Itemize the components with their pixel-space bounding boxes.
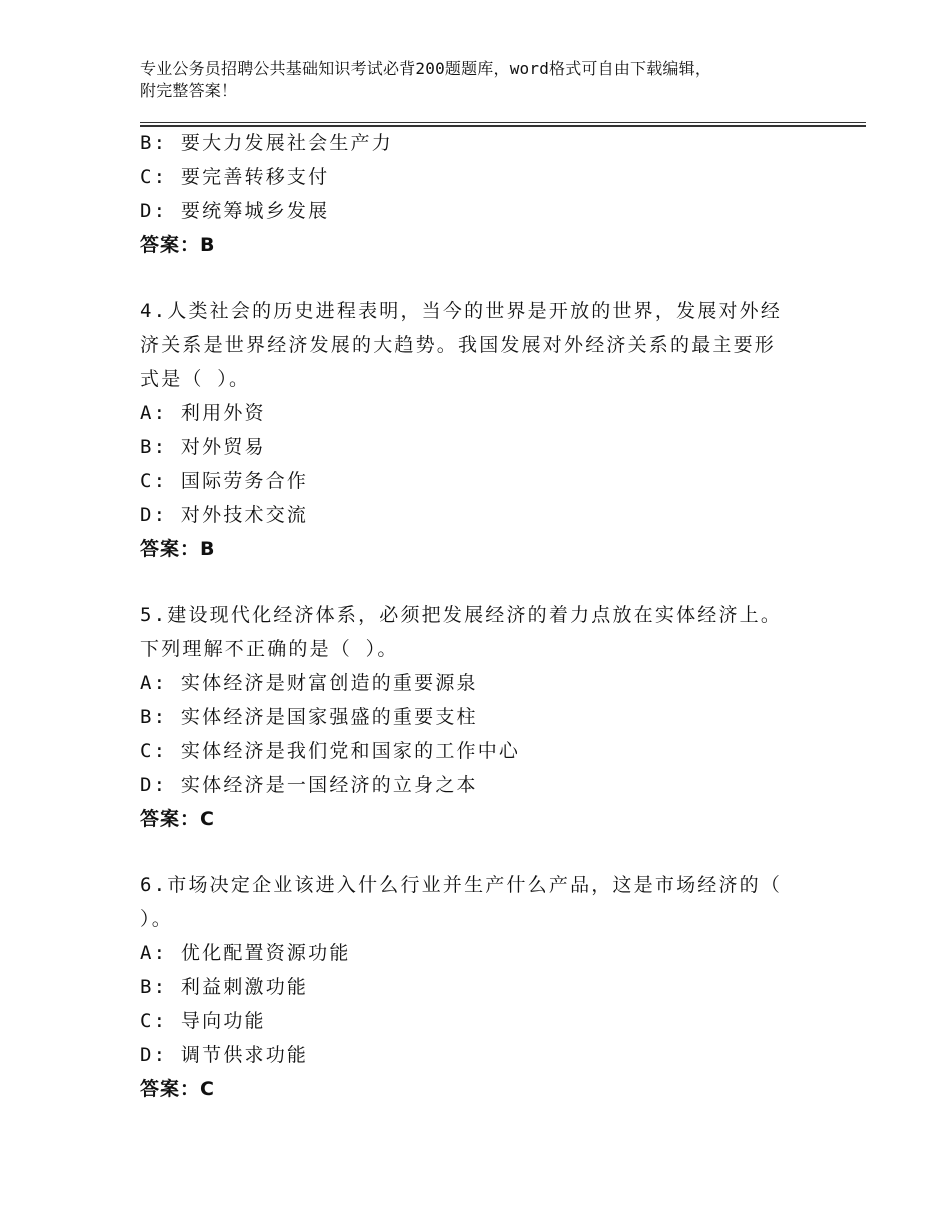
question-block [140, 598, 840, 836]
question-text-line: 4.人类社会的历史进程表明，当今的世界是开放的世界，发展对外经 [140, 300, 783, 322]
question-stem [140, 294, 840, 396]
answer-option: B: 对外贸易 [140, 436, 266, 458]
question-text-line: 6.市场决定企业该进入什么行业并生产什么产品，这是市场经济的（ [140, 874, 783, 896]
answer-option: A: 实体经济是财富创造的重要源泉 [140, 672, 478, 694]
question-text-line: 下列理解不正确的是（ ）。 [140, 638, 399, 660]
answer-option: C: 导向功能 [140, 1010, 266, 1032]
question-block-continued [140, 126, 840, 262]
question-block [140, 868, 840, 1106]
answer-option: B: 要大力发展社会生产力 [140, 132, 393, 154]
question-text-line: ）。 [140, 908, 173, 930]
answer-option: A: 优化配置资源功能 [140, 942, 351, 964]
answer-option: D: 实体经济是一国经济的立身之本 [140, 774, 478, 796]
answer-option: D: 要统筹城乡发展 [140, 200, 330, 222]
answer-key: 答案：B [140, 234, 216, 256]
question-list [140, 126, 840, 1106]
question-text-line: 济关系是世界经济发展的大趋势。我国发展对外经济关系的最主要形 [140, 334, 777, 356]
answer-key: 答案：C [140, 1078, 215, 1100]
answer-key: 答案：B [140, 538, 216, 560]
question-stem [140, 868, 840, 936]
answer-option: B: 实体经济是国家强盛的重要支柱 [140, 706, 478, 728]
question-text-line: 5.建设现代化经济体系，必须把发展经济的着力点放在实体经济上。 [140, 604, 783, 626]
answer-key: 答案：C [140, 808, 215, 830]
header-divider [140, 122, 866, 123]
answer-option: D: 调节供求功能 [140, 1044, 309, 1066]
answer-option: D: 对外技术交流 [140, 504, 309, 526]
question-block [140, 294, 840, 566]
answer-option: C: 国际劳务合作 [140, 470, 309, 492]
answer-option: A: 利用外资 [140, 402, 266, 424]
header-line: 附完整答案！ [140, 81, 238, 100]
answer-option: C: 要完善转移支付 [140, 166, 330, 188]
answer-option: C: 实体经济是我们党和国家的工作中心 [140, 740, 521, 762]
answer-option: B: 利益刺激功能 [140, 976, 309, 998]
question-stem [140, 598, 840, 666]
header-line: 专业公务员招聘公共基础知识考试必背200题题库，word格式可自由下载编辑， [140, 59, 712, 78]
question-text-line: 式是（ ）。 [140, 368, 251, 390]
page-header [140, 58, 820, 102]
